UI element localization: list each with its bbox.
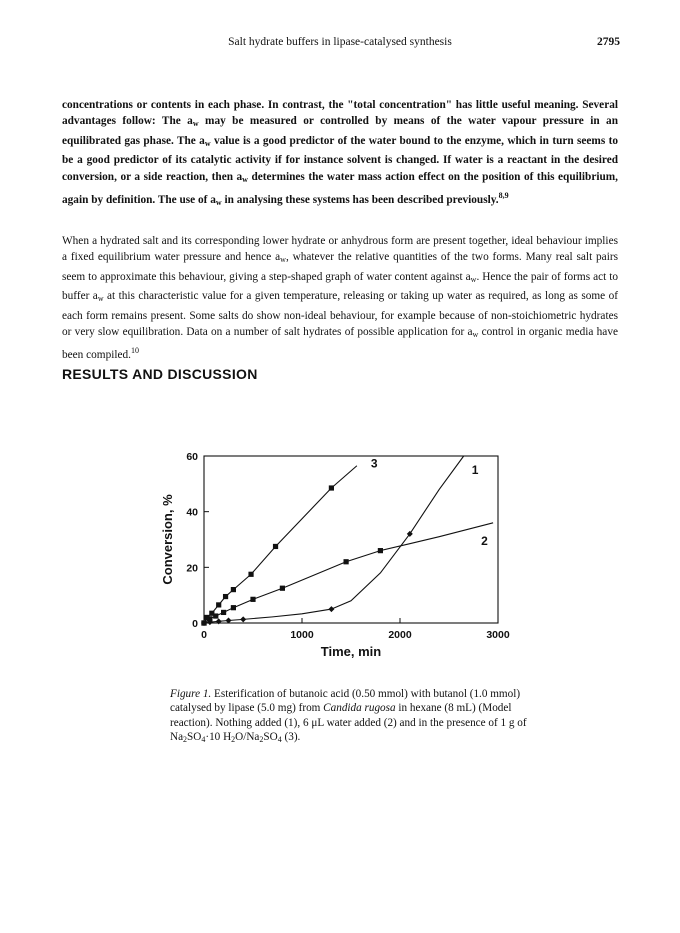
paragraph-1: concentrations or contents in each phase. In contrast, the "total concentration" has little useful meaning. Several advantages follow: The $a_w$ may be measured or controlled by means of the water vapour pressure in an equilibrated gas phase. The $a_w$ value is a good predictor of the water bound to the enzyme, which in turn seems to be a good predictor of its catalytic activity if for instance solvent is changed. If water is a reactant in the desired conversion, or a side reaction, then $a_w$ determines the water mass action effect on the position of this equilibrium, again by definition. The use of $a_w$ in analysing these systems has been described previously.$^{8,9}$ [62, 99, 618, 208]
series-2-point [280, 586, 285, 591]
plot-frame [204, 456, 498, 623]
figure-caption: Figure 1. Esterification of butanoic acid (0.50 mmol) with butanol (1.0 mmol) catalysed by lipase (5.0 mg) from Candida rugosa in hexane (8 mL) (Model reaction). Nothing added (1), 6 μL water added (2) and in the presence of 1 g of $Na_2SO_4\cdot 10$ $H_2O/Na_2SO_4$ (3). [170, 688, 527, 745]
x-tick-label: 0 [201, 629, 207, 641]
figure-1 [150, 440, 530, 680]
y-tick-label: 20 [186, 562, 198, 575]
page-number: 2795 [597, 36, 620, 48]
figure-label: Figure 1. [170, 688, 212, 700]
x-axis-label: Time, min [320, 644, 382, 659]
series-3-point [216, 602, 221, 607]
page-header [60, 36, 620, 52]
series-3-label: 3 [370, 456, 378, 471]
species-name: Candida rugosa [323, 702, 396, 715]
y-tick-label: 0 [192, 618, 198, 630]
paragraph-2: When a hydrated salt and its corresponding lower hydrate or anhydrous form are present together, ideal behaviour implies a fixed equilibrium water pressure and hence $a_w$, whatever the relative quantities of the two forms. Many real salt pairs seem to approximate this behaviour, giving a step-shaped graph of water content against $a_w$. Hence the pair of forms act to buffer $a_w$ at this characteristic value for a given temperature, releasing or taking up water as required, as long as some of each form remains present. Some salts do show non-ideal behaviour, for example because of non-stoichiometric hydrates or very slow equilibration. Data on a number of salt hydrates of possible application for $a_w$ control in organic media have been compiled.$^{10}$ [62, 235, 618, 362]
series-2-point [344, 559, 349, 564]
y-tick-label: 60 [186, 451, 198, 463]
series-3-point [223, 594, 228, 599]
running-title: Salt hydrate buffers in lipase-catalysed synthesis [228, 36, 452, 48]
citation-ref: 10 [131, 346, 140, 356]
series-3-point [273, 544, 278, 549]
x-tick-label: 2000 [388, 629, 412, 641]
citation-ref: 8,9 [498, 191, 509, 201]
series-1-point [328, 606, 334, 612]
series-1-label: 1 [471, 463, 479, 477]
series-3-point [201, 620, 206, 625]
series-2-point [231, 605, 236, 610]
series-3-point [231, 587, 236, 592]
series-2-label: 2 [481, 533, 488, 548]
series-1-line [204, 456, 464, 623]
x-tick-label: 3000 [486, 629, 510, 641]
conversion-chart [150, 440, 530, 680]
y-tick-label: 40 [186, 506, 198, 519]
series-1-point [240, 616, 246, 622]
series-2-point [250, 597, 255, 602]
series-2-point [221, 610, 226, 615]
series-3-point [329, 485, 334, 490]
y-axis-label: Conversion, % [160, 494, 175, 585]
series-2-point [378, 548, 383, 553]
series-3-point [204, 615, 209, 620]
series-3-point [209, 611, 214, 616]
series-3-point [248, 572, 253, 577]
x-tick-label: 1000 [290, 629, 314, 641]
series-2-line [204, 523, 493, 623]
section-heading: RESULTS AND DISCUSSION [62, 366, 258, 382]
